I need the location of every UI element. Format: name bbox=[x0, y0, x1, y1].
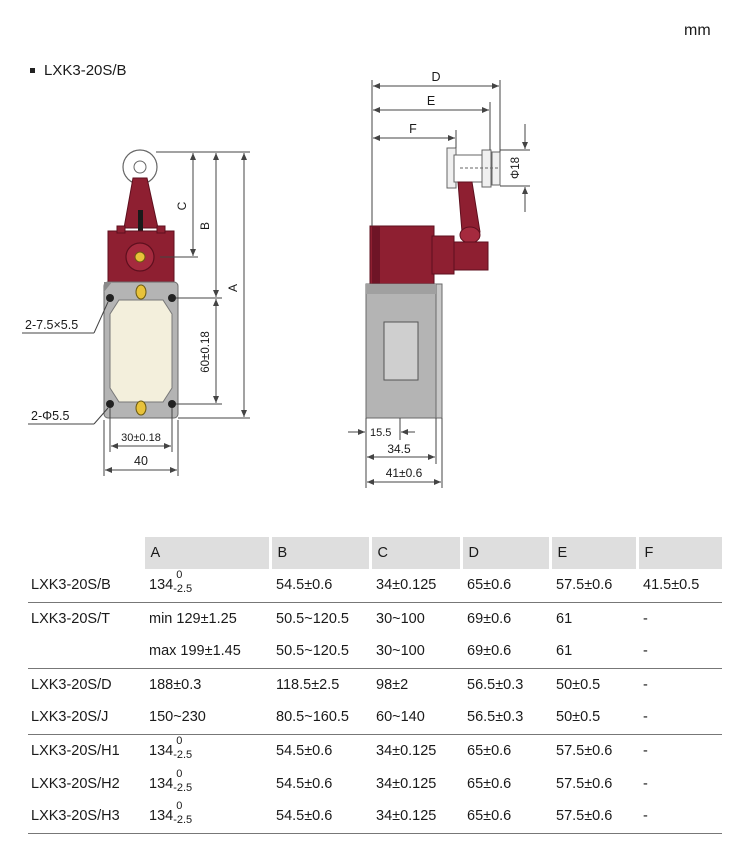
table-row bbox=[28, 635, 722, 668]
table-row bbox=[28, 800, 722, 833]
row-b: 80.5~160.5 bbox=[270, 701, 370, 734]
cover-screw-icon bbox=[136, 285, 146, 299]
mounting-slot-icon bbox=[106, 294, 114, 302]
row-d: 65±0.6 bbox=[461, 569, 550, 602]
row-e: 57.5±0.6 bbox=[556, 775, 613, 792]
row-f: - bbox=[637, 800, 722, 833]
col-header-f: F bbox=[637, 537, 722, 569]
row-e: 50±0.5 bbox=[556, 676, 601, 693]
row-d: 56.5±0.3 bbox=[467, 676, 524, 693]
dim-label-roller-dia: Φ18 bbox=[510, 157, 522, 179]
row-c: 34±0.125 bbox=[376, 742, 437, 759]
row-b: 50.5~120.5 bbox=[270, 635, 370, 668]
dim-label-b: B bbox=[198, 221, 212, 231]
row-a: 134 0 -2.5 bbox=[143, 569, 270, 602]
row-f: - bbox=[643, 676, 648, 693]
side-window bbox=[384, 322, 418, 380]
col-header-b: B bbox=[270, 537, 370, 569]
row-d: 65±0.6 bbox=[467, 742, 512, 759]
row-c: 60~140 bbox=[370, 701, 461, 734]
row-f: 41.5±0.5 bbox=[637, 569, 722, 602]
dim-label-depth-total: 41±0.6 bbox=[385, 466, 423, 480]
row-e: 57.5±0.6 bbox=[550, 800, 637, 833]
table-row bbox=[28, 767, 722, 800]
table-row bbox=[28, 701, 722, 734]
dim-label-depth: 34.5 bbox=[387, 442, 411, 456]
row-model: LXK3-20S/J bbox=[28, 701, 143, 734]
row-c: 98±2 bbox=[376, 676, 409, 693]
row-d: 69±0.6 bbox=[461, 635, 550, 668]
row-c: 34±0.125 bbox=[376, 775, 437, 792]
row-b: 50.5~120.5 bbox=[276, 610, 349, 627]
row-c: 34±0.125 bbox=[370, 800, 461, 833]
dim-label-f: F bbox=[409, 122, 417, 136]
dim-label-c: C bbox=[175, 201, 189, 211]
row-b: 54.5±0.6 bbox=[270, 800, 370, 833]
dim-label-width-outer: 40 bbox=[134, 454, 148, 468]
dim-label-width-inner: 30±0.18 bbox=[121, 432, 161, 444]
side-view bbox=[348, 70, 530, 488]
row-f: - bbox=[637, 701, 722, 734]
row-b: 118.5±2.5 bbox=[276, 676, 340, 693]
lever-arm-side bbox=[458, 182, 480, 232]
row-a: min 129±1.25 bbox=[149, 610, 237, 627]
row-a: 134 0 -2.5 bbox=[143, 800, 270, 833]
shaft-screw-icon bbox=[135, 252, 145, 262]
row-d: 65±0.6 bbox=[467, 775, 512, 792]
row-c: 30~100 bbox=[370, 635, 461, 668]
row-a: 134 0 -2.5 bbox=[149, 734, 193, 761]
row-b: 54.5±0.6 bbox=[276, 742, 333, 759]
row-model: LXK3-20S/H1 bbox=[31, 742, 120, 759]
row-a: 150~230 bbox=[143, 701, 270, 734]
table-row bbox=[28, 602, 722, 635]
row-a: max 199±1.45 bbox=[143, 635, 270, 668]
slot-label: 2-7.5×5.5 bbox=[25, 318, 79, 332]
row-f: - bbox=[643, 610, 648, 627]
table-row bbox=[28, 734, 722, 767]
row-f: - bbox=[643, 775, 648, 792]
row-b: 54.5±0.6 bbox=[276, 775, 333, 792]
row-c: 30~100 bbox=[376, 610, 425, 627]
model-title-text: LXK3-20S/B bbox=[44, 62, 127, 79]
unit-label: mm bbox=[684, 22, 711, 39]
row-e: 57.5±0.6 bbox=[556, 742, 613, 759]
row-model bbox=[28, 635, 143, 668]
dim-label-d: D bbox=[431, 70, 441, 84]
row-model: LXK3-20S/B bbox=[28, 569, 143, 602]
dim-label-e: E bbox=[426, 94, 436, 108]
cover-screw-icon bbox=[136, 401, 146, 415]
row-model: LXK3-20S/D bbox=[31, 676, 112, 693]
table-row bbox=[28, 569, 722, 602]
front-cover bbox=[110, 300, 172, 402]
row-a: 188±0.3 bbox=[149, 676, 202, 693]
mounting-hole-icon bbox=[106, 400, 114, 408]
row-model: LXK3-20S/H3 bbox=[28, 800, 143, 833]
row-model: LXK3-20S/T bbox=[31, 610, 110, 627]
row-e: 50±0.5 bbox=[550, 701, 637, 734]
row-d: 65±0.6 bbox=[461, 800, 550, 833]
dim-label-a: A bbox=[226, 283, 240, 293]
dim-label-offset: 15.5 bbox=[370, 427, 392, 439]
col-header-a: A bbox=[143, 537, 270, 569]
row-d: 56.5±0.3 bbox=[461, 701, 550, 734]
dim-label-hole-spacing: 60±0.18 bbox=[200, 331, 212, 373]
mounting-slot-icon bbox=[168, 294, 176, 302]
table-row bbox=[28, 668, 722, 701]
row-a: 134 0 -2.5 bbox=[149, 767, 193, 794]
col-header-c: C bbox=[370, 537, 461, 569]
row-e: 57.5±0.6 bbox=[550, 569, 637, 602]
row-e: 61 bbox=[550, 635, 637, 668]
row-c: 34±0.125 bbox=[370, 569, 461, 602]
col-header-d: D bbox=[461, 537, 550, 569]
row-model: LXK3-20S/H2 bbox=[31, 775, 120, 792]
row-f: - bbox=[643, 742, 648, 759]
row-d: 69±0.6 bbox=[467, 610, 512, 627]
row-b: 54.5±0.6 bbox=[270, 569, 370, 602]
col-header-e: E bbox=[550, 537, 637, 569]
holes-label: 2-Φ5.5 bbox=[31, 409, 70, 423]
mounting-hole-icon bbox=[168, 400, 176, 408]
table-header-row bbox=[28, 537, 722, 569]
row-f: - bbox=[637, 635, 722, 668]
front-view bbox=[22, 150, 250, 476]
spec-table bbox=[28, 537, 722, 834]
row-e: 61 bbox=[556, 610, 573, 627]
